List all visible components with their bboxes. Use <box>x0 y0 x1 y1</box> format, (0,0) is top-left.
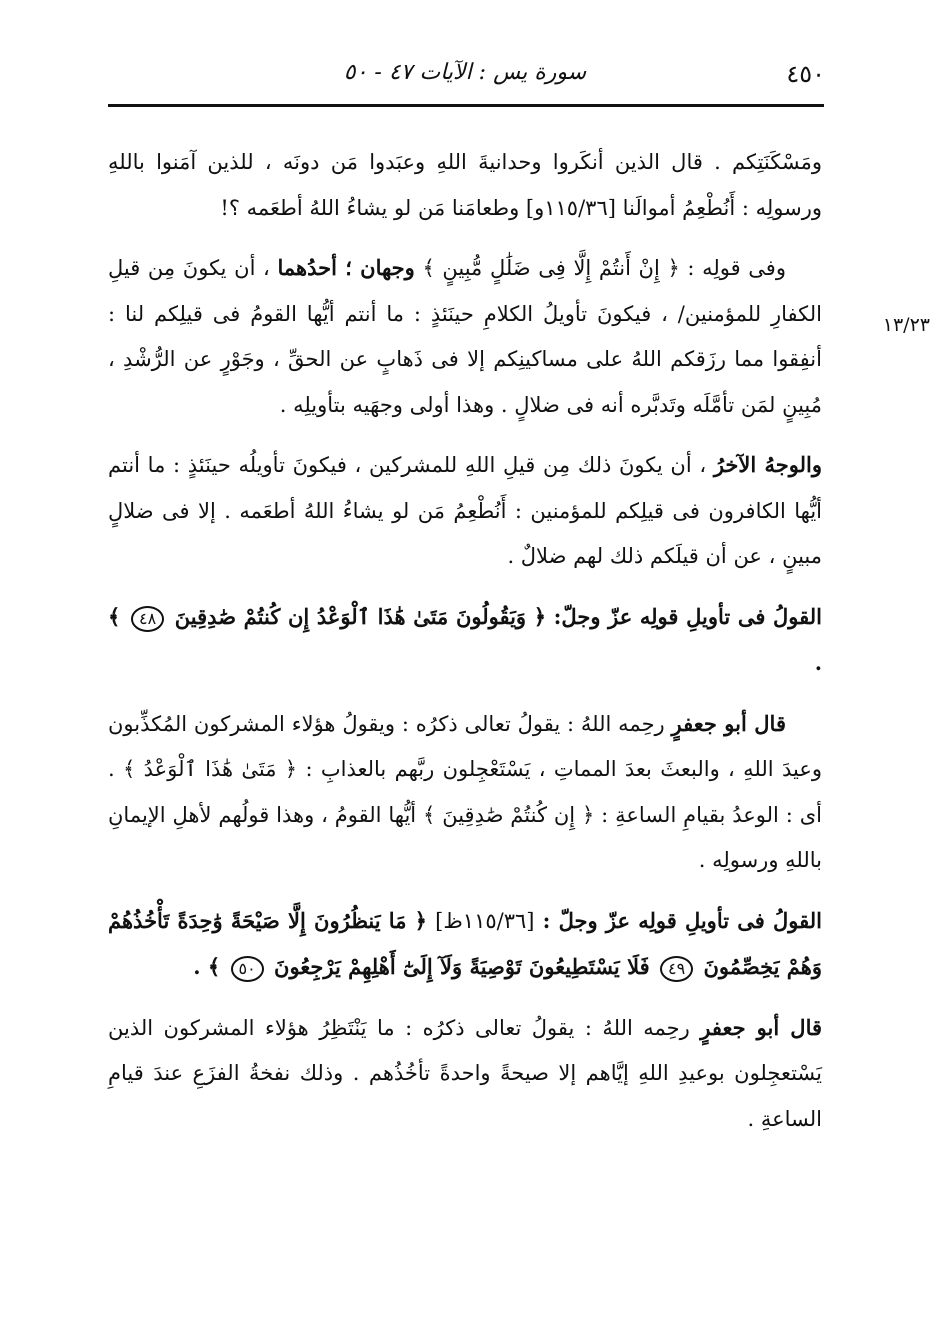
page-number: ٤٥٠ <box>786 60 825 88</box>
margin-reference: ١٣/٢٣ <box>882 314 930 336</box>
text-segment: ، أن يكونَ ذلك مِن قيلِ اللهِ للمشركين ، فيكونَ تأويلُه حينَئذٍ : ما أنتم أيُّها الكافرون فى قيلِكم للمؤمنين : أَنُطْعِمُ مَن لو يشاءُ اللهُ أطعَمه . إلا فى ضلالٍ مبينٍ ، عن أن قيلَكم ذلك لهم ضلالٌ . <box>108 453 822 568</box>
bold-text: ﴾ . <box>108 603 822 675</box>
paragraph-1 <box>108 140 822 231</box>
paragraph-6 <box>108 898 822 991</box>
bold-text: القولُ فى تأويلِ قولِه عزّ وجلّ: ﴿ وَيَقُولُونَ مَتَىٰ هَٰذَا ٱلْوَعْدُ إِن كُنتُمْ صَٰدِقِينَ <box>167 603 823 629</box>
bold-text: ﴿ مَا يَنظُرُونَ إِلَّا صَيْحَةً وَٰحِدَةً تَأْخُذُهُمْ وَهُمْ يَخِصِّمُونَ <box>108 907 822 979</box>
text-segment: ومَسْكَنَتِكم . قال الذين أنكَروا وحدانيةَ اللهِ وعبَدوا مَن دونَه ، للذين آمَنوا باللهِ ورسولِه : أَنُطْعِمُ أموالَنا [١١٥/٣٦و] وطعامَنا مَن لو يشاءُ اللهُ أطعَمه ؟! <box>108 150 822 220</box>
paragraph-4 <box>108 594 822 687</box>
header-divider <box>108 104 824 107</box>
bold-text: قال أبو جعفرٍ <box>700 1014 823 1040</box>
verse-number-marker: ٤٨ <box>131 606 164 632</box>
page-header <box>105 56 825 96</box>
text-segment: رحِمه اللهُ : يقولُ تعالى ذكرُه : ما يَنْتَظِرُ هؤلاء المشركون الذين يَسْتعجِلون بوعيدِ اللهِ إيَّاهم إلا صيحةً واحدةً تأخُذُهم . وذلك نفخةُ الفزَعِ عندَ قيامِ الساعةِ . <box>108 1015 822 1131</box>
body-text <box>108 140 822 1156</box>
bold-text: ﴾ . <box>193 954 228 979</box>
bold-text: القولُ فى تأويلِ قولِه عزّ وجلّ : <box>534 907 822 933</box>
bold-text: والوجهُ الآخرُ <box>713 452 822 477</box>
text-segment: وفى قولِه : ﴿ إِنْ أَنتُمْ إِلَّا فِى ضَلَٰلٍ مُّبِينٍ ﴾ <box>414 256 786 280</box>
text-segment: ، أن يكونَ مِن قيلِ الكفارِ للمؤمنين/ ، فيكونَ تأويلُ الكلامِ حينَئذٍ : ما أنتم أيُّها القومُ فى قيلِكم لنا : أنفِقوا مما رزَقكم اللهُ على مساكينِكم إلا فى ذَهابٍ عن الحقِّ ، وجَوْرٍ عن الرُّشْدِ ، مُبِينٍ لمَن تأمَّلَه وتَدبَّره أنه فى ضلالٍ . وهذا أولى وجهَيه بتأويلِه . <box>108 256 822 417</box>
bold-text: وجهان ؛ أحدُهما <box>277 255 415 280</box>
paragraph-2 <box>108 245 822 428</box>
verse-number-marker: ٤٩ <box>660 956 693 982</box>
bold-text: فَلَا يَسْتَطِيعُونَ تَوْصِيَةً وَلَآ إِلَىٰٓ أَهْلِهِمْ يَرْجِعُونَ <box>266 954 657 979</box>
paragraph-5 <box>108 701 822 884</box>
bold-text: قال أبو جعفرٍ <box>671 710 786 736</box>
text-segment: رحِمه اللهُ : يقولُ تعالى ذكرُه : ويقولُ هؤلاء المشركون المُكذِّبون وعيدَ اللهِ ، والبعثَ بعدَ المماتِ ، يَسْتَعْجِلون ربَّهم بالعذابِ : ﴿ مَتَىٰ هَٰذَا ٱلْوَعْدُ ﴾ . أى : الوعدُ بقيامِ الساعةِ : ﴿ إِن كُنتُمْ صَٰدِقِينَ ﴾ أيُّها القومُ ، وهذا قولُهم لأهلِ الإيمانِ باللهِ ورسولِه . <box>108 711 822 872</box>
verse-number-marker: ٥٠ <box>231 956 264 982</box>
paragraph-3 <box>108 442 822 580</box>
text-segment: [١١٥/٣٦ظ] <box>435 908 535 933</box>
running-title: سورة يس : الآيات ٤٧ - ٥٠ <box>343 60 587 85</box>
paragraph-7 <box>108 1005 822 1143</box>
